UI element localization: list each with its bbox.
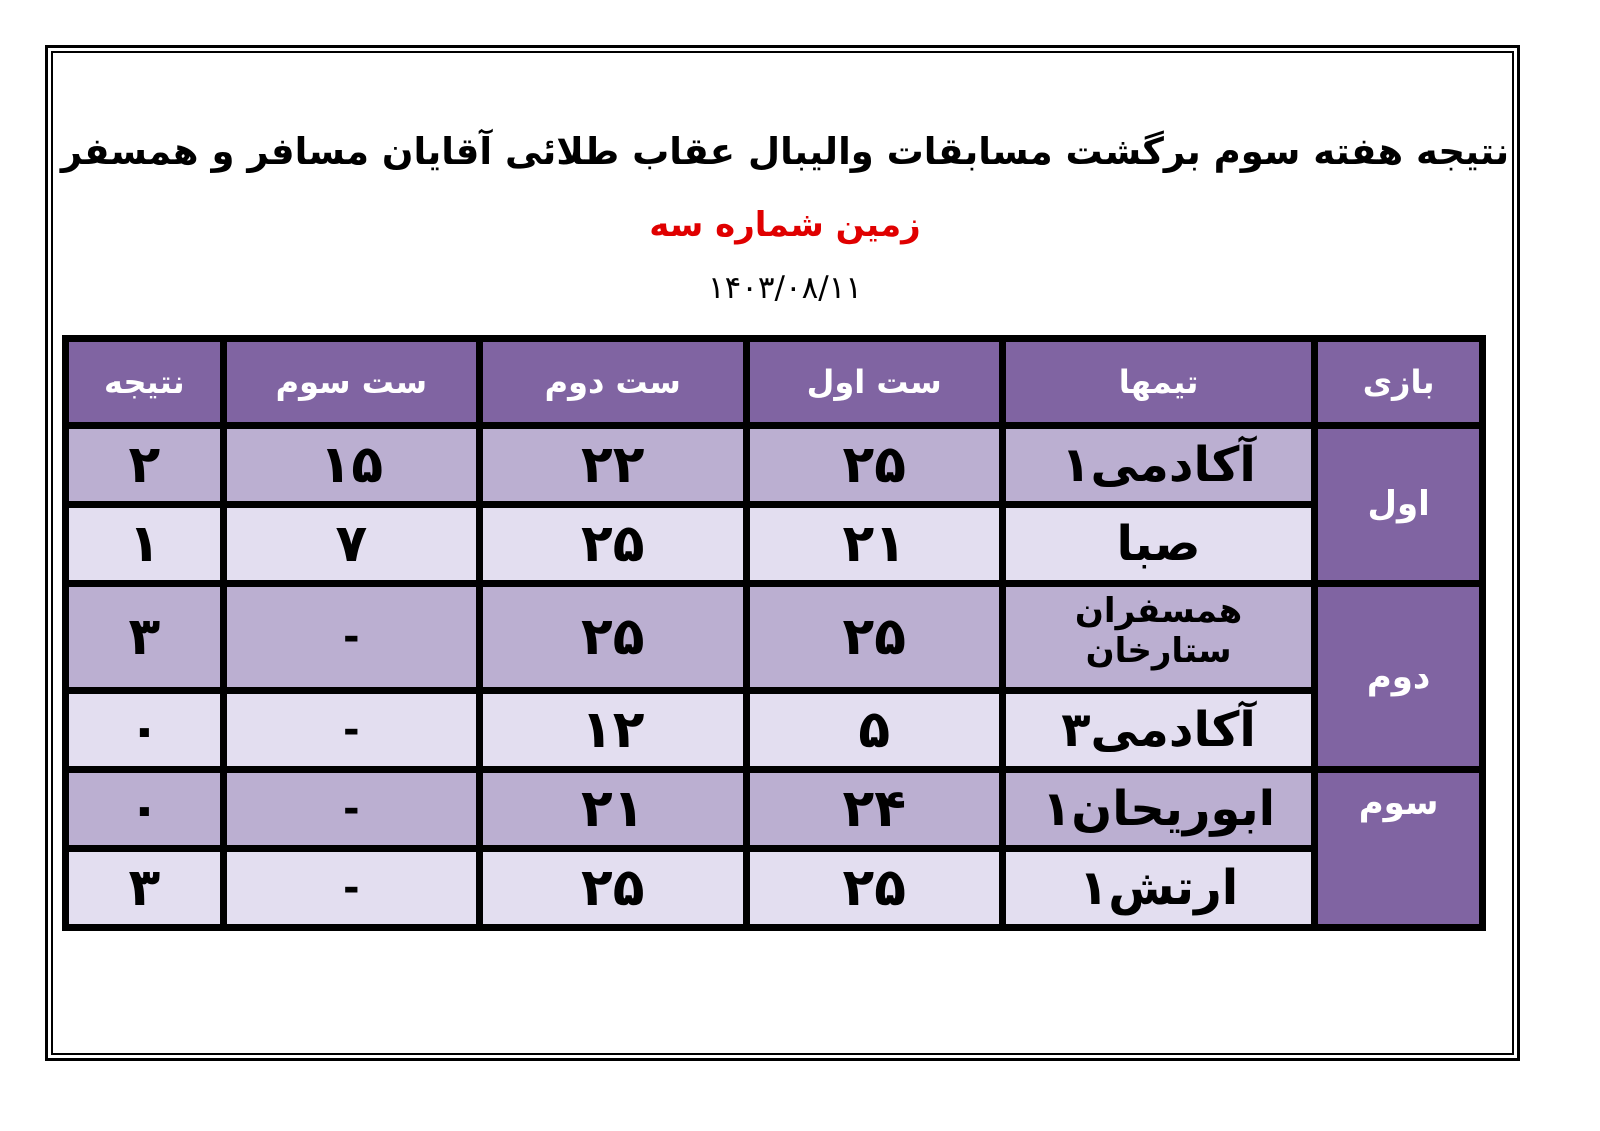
document-title: نتیجه هفته سوم برگشت مسابقات والیبال عقاب طلائی آقایان مسافر و همسفر	[60, 130, 1510, 173]
match-result: ۳	[69, 587, 220, 688]
team-name: همسفران ستارخان	[1006, 587, 1311, 688]
match-result: ۲	[69, 429, 220, 501]
team-name: ابوریحان۱	[1006, 773, 1311, 845]
table-row	[69, 694, 1479, 766]
header-row	[69, 342, 1479, 422]
set1-score: ۲۵	[750, 852, 999, 924]
table-row	[69, 508, 1479, 580]
set2-score: ۲۱	[483, 773, 743, 845]
set1-score: ۵	[750, 694, 999, 766]
set2-score: ۲۵	[483, 852, 743, 924]
set3-score: ۱۵	[227, 429, 476, 501]
header-teams: تیمها	[1006, 342, 1311, 422]
header-set3: ست سوم	[227, 342, 476, 422]
match-result: ۱	[69, 508, 220, 580]
header-set1: ست اول	[750, 342, 999, 422]
header-game: بازی	[1318, 342, 1479, 422]
header-set2: ست دوم	[483, 342, 743, 422]
set2-score: ۲۵	[483, 508, 743, 580]
table-row	[69, 429, 1479, 501]
set2-score: ۲۲	[483, 429, 743, 501]
team-name: آکادمی۳	[1006, 694, 1311, 766]
set2-score: ۱۲	[483, 694, 743, 766]
game-label: دوم	[1318, 587, 1479, 767]
set3-score: -	[227, 773, 476, 845]
set3-score: -	[227, 694, 476, 766]
game-label: سوم	[1318, 773, 1479, 924]
set3-score: -	[227, 587, 476, 688]
table-row	[69, 852, 1479, 924]
set1-score: ۲۴	[750, 773, 999, 845]
document-subtitle: زمین شماره سه	[649, 205, 921, 245]
header-result: نتیجه	[69, 342, 220, 422]
match-result: ۰	[69, 773, 220, 845]
table-row	[69, 773, 1479, 845]
set1-score: ۲۱	[750, 508, 999, 580]
set3-score: ۷	[227, 508, 476, 580]
table-row	[69, 587, 1479, 688]
match-result: ۰	[69, 694, 220, 766]
team-name: ارتش۱	[1006, 852, 1311, 924]
set2-score: ۲۵	[483, 587, 743, 688]
game-label: اول	[1318, 429, 1479, 580]
team-name: آکادمی۱	[1006, 429, 1311, 501]
match-result: ۳	[69, 852, 220, 924]
document-date: ۱۴۰۳/۰۸/۱۱	[707, 270, 863, 306]
set3-score: -	[227, 852, 476, 924]
set1-score: ۲۵	[750, 429, 999, 501]
set1-score: ۲۵	[750, 587, 999, 688]
results-table	[62, 335, 1486, 931]
team-name: صبا	[1006, 508, 1311, 580]
